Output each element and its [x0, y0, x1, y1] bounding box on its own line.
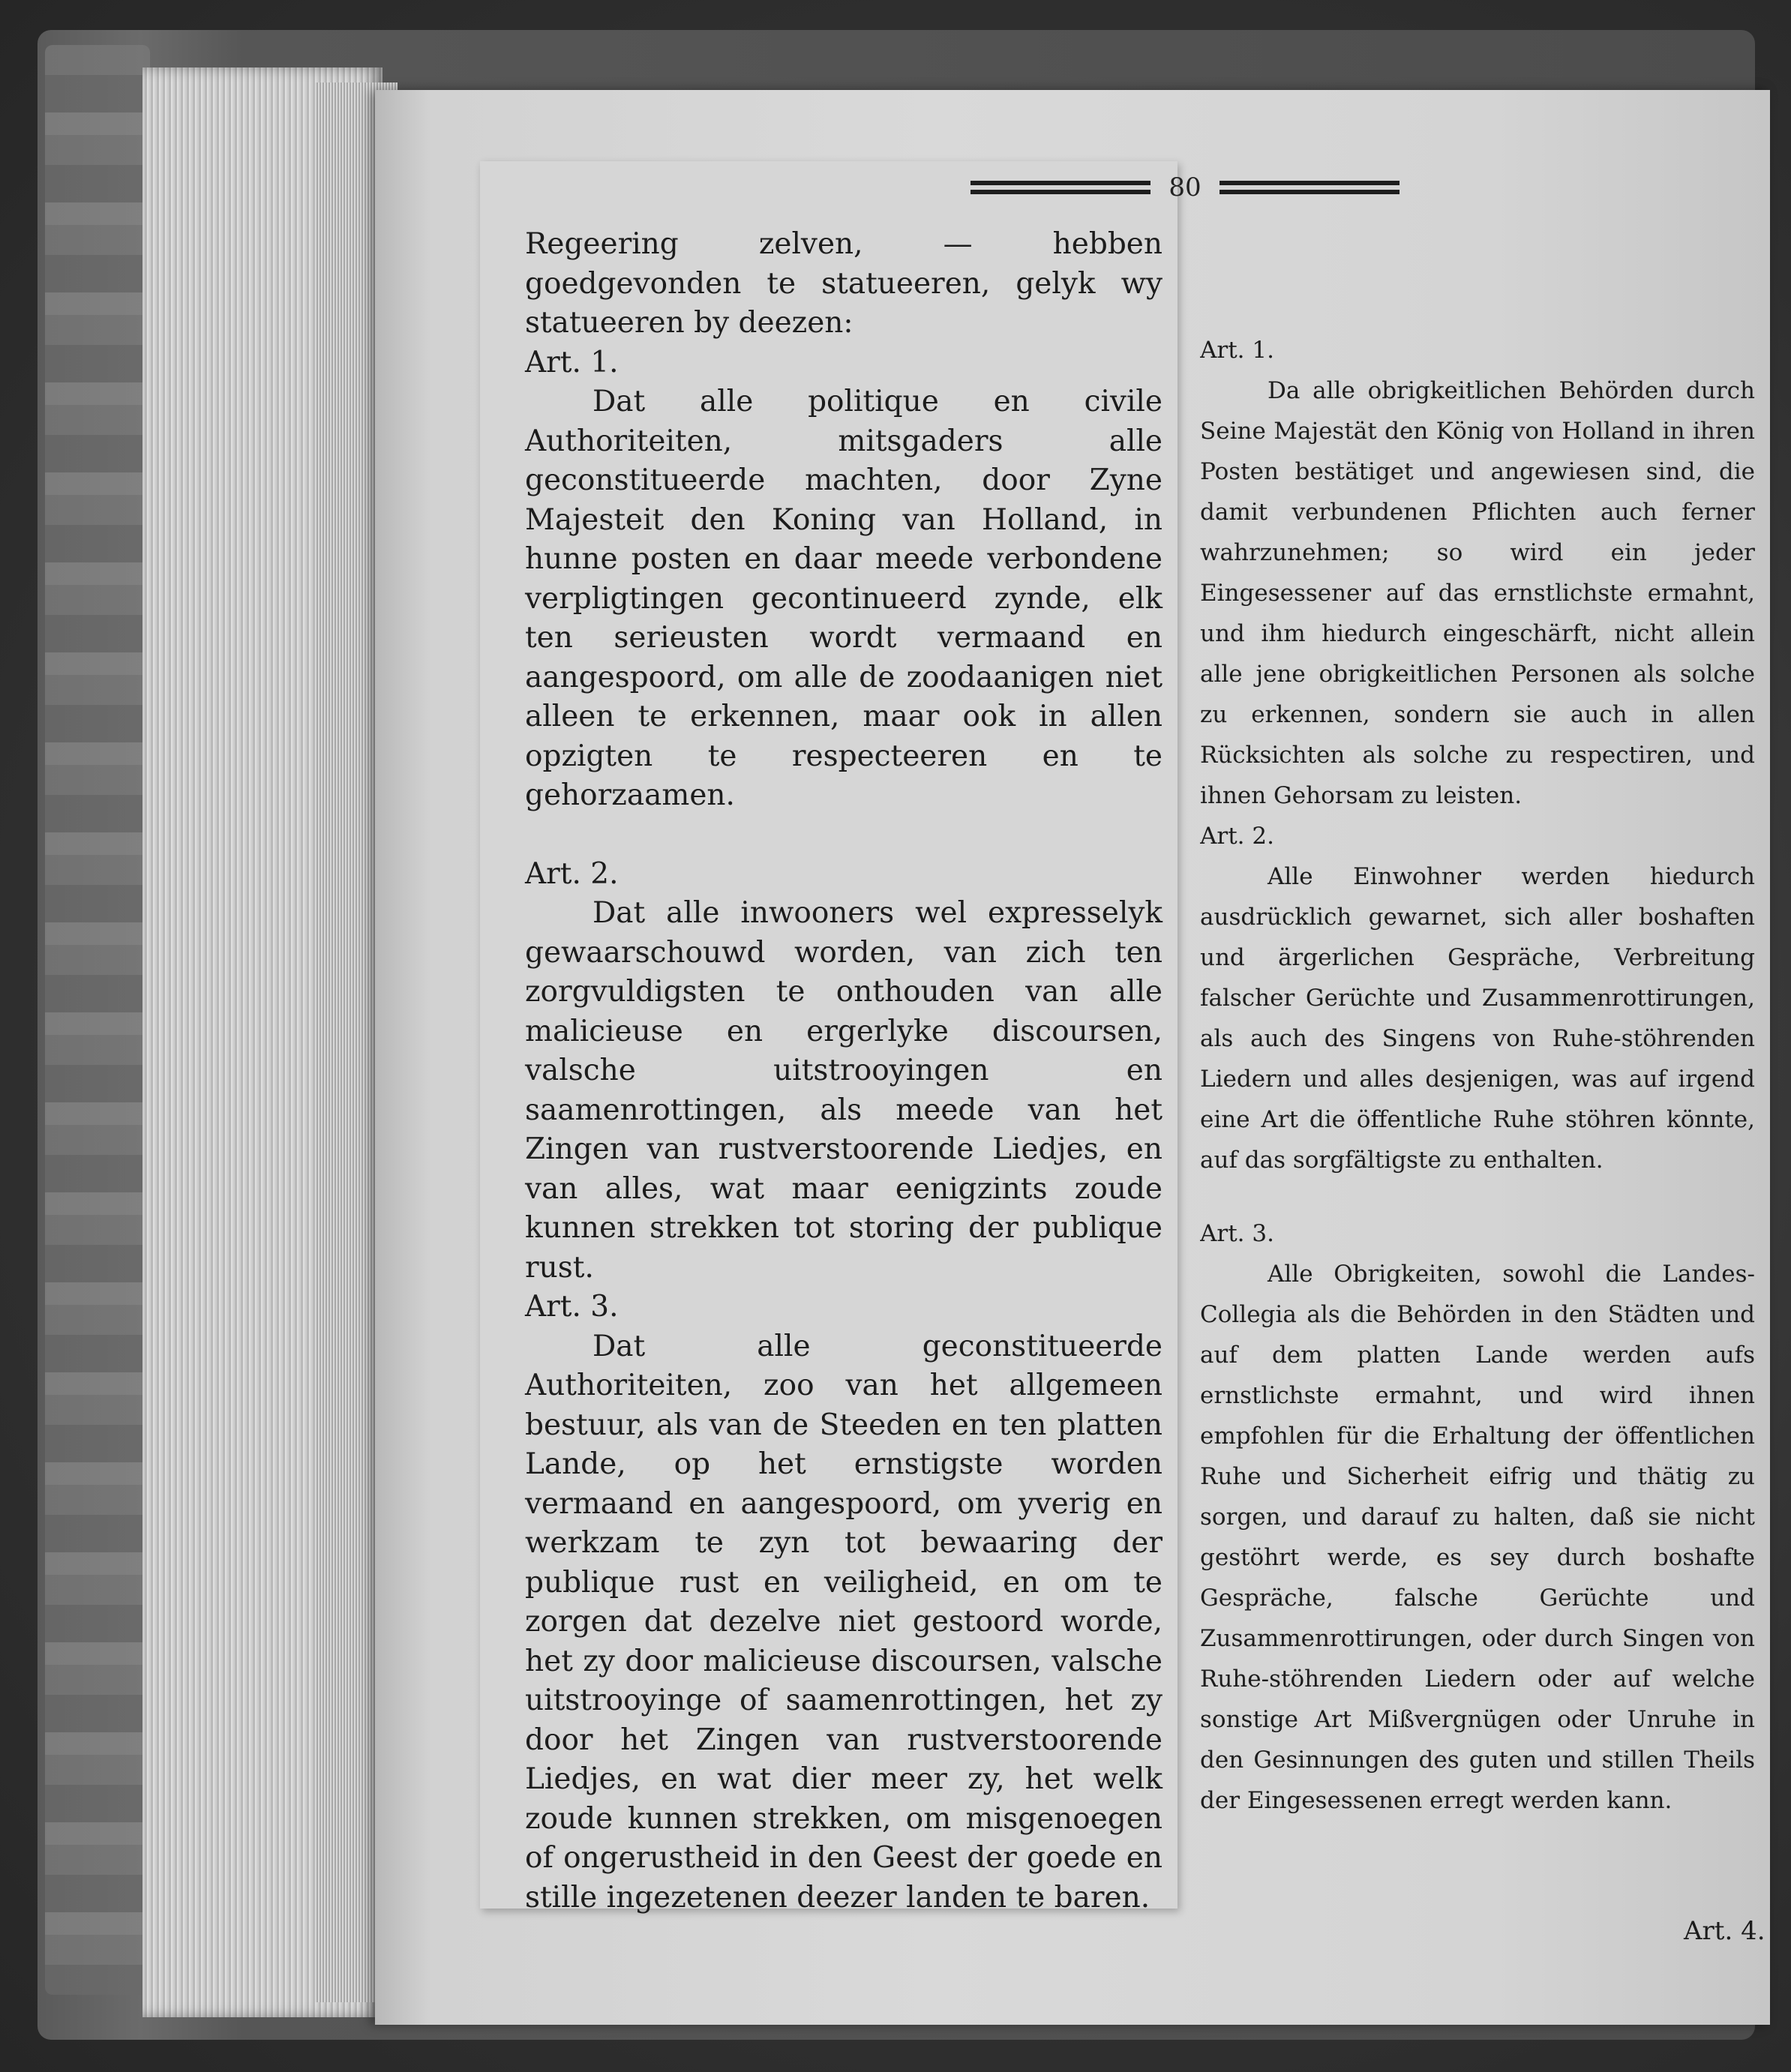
- running-head: [952, 169, 1418, 206]
- dutch-article-3-heading: Art. 3.: [525, 1290, 619, 1324]
- ornamental-rule-left: [970, 181, 1150, 194]
- ornamental-rule-right: [1220, 181, 1400, 194]
- german-article-3-heading: Art. 3.: [1200, 1220, 1274, 1247]
- german-article-2-heading: Art. 2.: [1200, 823, 1274, 850]
- dutch-article-2-text: Dat alle inwooners wel expresselyk gewaarschouwd worden, van zich ten zorgvuldigsten te onthouden van alle malicieuse en ergerlyke discoursen, valsche uitstrooyingen en saamenrottingen, als meede van het Zingen van rustverstoorende Liedjes, en van alles, wat maar eenigzints zoude kunnen strekken tot storing der publique rust.: [525, 896, 1162, 1285]
- german-article-1-text: Da alle obrigkeitlichen Behörden durch Seine Majestät den König von Holland in ihren Posten bestätiget und angewiesen sind, die damit verbundenen Pflichten auch ferner wahrzunehmen; so wird ein jeder Eingesessener auf das ernstlichste ermahnt, und ihm hiedurch eingeschärft, nicht allein alle jene obrigkeitlichen Personen als solche zu erkennen, sondern sie auch in allen Rücksichten als solche zu respectiren, und ihnen Gehorsam zu leisten.: [1200, 377, 1755, 809]
- dutch-article-1-text: Dat alle politique en civile Authoriteiten, mitsgaders alle geconstitueerde machten, door Zyne Majesteit den Koning van Holland, in hunne posten en daar meede verbondene verpligtingen gecontinueerd zynde, elk ten serieusten wordt vermaand en aangespoord, om alle de zoodaanigen niet alleen te erkennen, maar ook in allen opzigten te respecteeren en te gehorzaamen.: [525, 385, 1162, 812]
- dutch-intro: Regeering zelven, — hebben goedgevonden te statueeren, gelyk wy statueeren by deezen:: [525, 227, 1162, 340]
- dutch-column: [525, 225, 1162, 1918]
- catchword: Art. 4.: [1684, 1916, 1766, 1946]
- page-number: 80: [1168, 172, 1202, 202]
- german-article-3-text: Alle Obrigkeiten, sowohl die Landes-Collegia als die Behörden in den Städten und auf dem platten Lande werden aufs ernstlichste ermahnt, und wird ihnen empfohlen für die Erhaltung der öffentlichen Ruhe und Sicherheit eifrig und thätig zu sorgen, und darauf zu halten, daß sie nicht gestöhrt werde, es sey durch boshafte Gespräche, falsche Gerüchte und Zusammenrottirungen, oder durch Singen von Ruhe-stöhrenden Liedern oder auf welche sonstige Art Mißvergnügen oder Unruhe in den Gesinnungen des guten und stillen Theils der Eingesessenen erregt werden kann.: [1200, 1261, 1755, 1814]
- german-article-2-text: Alle Einwohner werden hiedurch ausdrücklich gewarnet, sich aller boshaften und ärgerlichen Gespräche, Verbreitung falscher Gerüchte und Zusammenrottirungen, als auch des Singens von Ruhe-stöhrenden Liedern und alles desjenigen, was auf irgend eine Art die öffentliche Ruhe stöhren könnte, auf das sorgfältigste zu enthalten.: [1200, 863, 1755, 1174]
- dutch-article-1-heading: Art. 1.: [525, 345, 619, 379]
- worn-binding-edge: [45, 45, 150, 1995]
- german-column: [1200, 330, 1755, 1821]
- dutch-article-3-text: Dat alle geconstitueerde Authoriteiten, zoo van het allgemeen bestuur, als van de Steeden en ten platten Lande, op het ernstigste worden vermaand en aangespoord, om yverig en werkzam te zyn tot bewaaring der publique rust en veiligheid, en om te zorgen dat dezelve niet gestoord worde, het zy door malicieuse discoursen, valsche uitstrooyinge of saamenrottingen, het zy door het Zingen van rustverstoorende Liedjes, en wat dier meer zy, het welk zoude kunnen strekken, om misgenoegen of ongerustheid in den Geest der goede en stille ingezetenen deezer landen te baren.: [525, 1329, 1162, 1915]
- bleed-through-text: [1538, 150, 1762, 195]
- german-article-1-heading: Art. 1.: [1200, 337, 1274, 364]
- dutch-article-2-heading: Art. 2.: [525, 856, 619, 891]
